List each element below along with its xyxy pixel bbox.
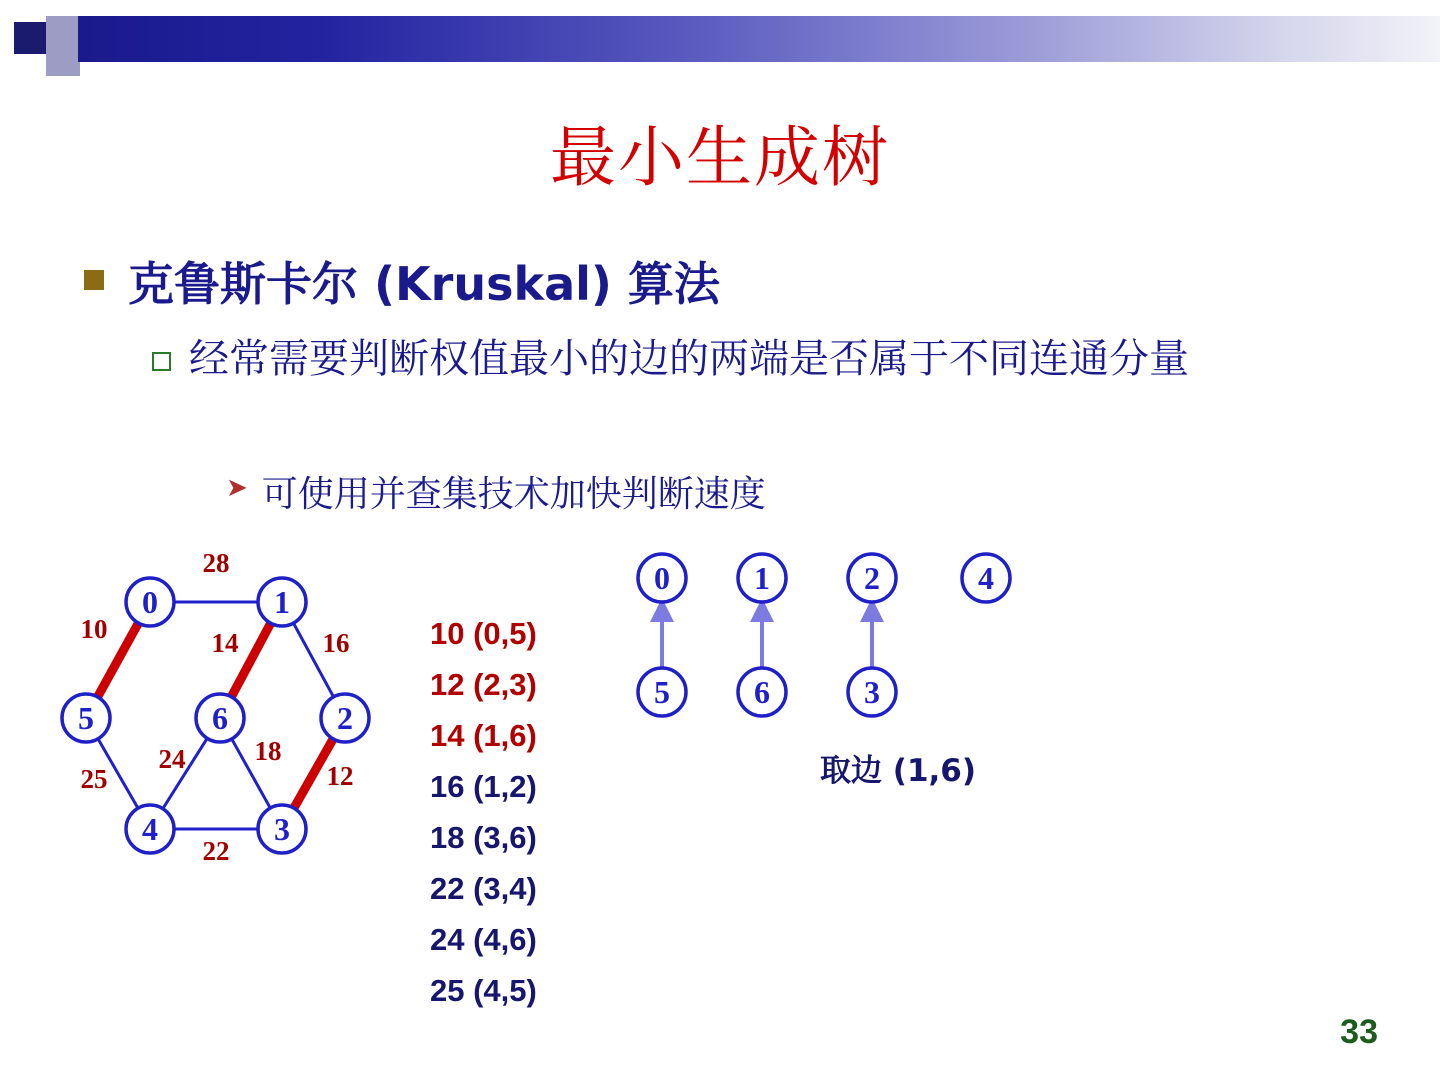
edge-list-item: 12 (2,3) [430, 667, 537, 702]
edge-weight-label-4-6: 24 [158, 744, 186, 774]
graph-node-label-2: 2 [337, 700, 353, 736]
decorative-top-bar [0, 0, 1440, 78]
topbar-square-light-2 [46, 46, 80, 76]
edge-list-item: 18 (3,6) [430, 820, 537, 855]
weighted-graph-diagram [40, 540, 440, 880]
edge-weight-label-2-3: 12 [326, 761, 354, 791]
bullet-square-marker-icon [84, 270, 104, 290]
graph-node-label-4: 4 [142, 811, 158, 847]
edge-weight-label-0-5: 10 [80, 614, 108, 644]
edge-weight-label-3-4: 22 [202, 836, 230, 866]
forest-root-node-label-2: 2 [864, 560, 880, 596]
topbar-square-dark [14, 22, 46, 54]
edge-weight-label-1-6: 14 [211, 628, 239, 658]
graph-node-label-3: 3 [274, 811, 290, 847]
bullet-level2 [152, 336, 1382, 383]
take-edge-caption: 取边 (1,6) [820, 753, 977, 789]
graph-node-label-0: 0 [142, 584, 158, 620]
edge-weight-label-0-1: 28 [202, 548, 230, 578]
page-number: 33 [1340, 1013, 1378, 1051]
forest-root-node-label-1: 1 [754, 560, 770, 596]
bullet-level3-label: 可使用并查集技术加快判断速度 [261, 474, 766, 515]
bullet-level1-label: 克鲁斯卡尔 (Kruskal) 算法 [128, 257, 720, 311]
edge-list-item: 22 (3,4) [430, 871, 537, 906]
graph-node-label-1: 1 [274, 584, 290, 620]
sorted-edge-list [430, 608, 537, 1016]
edge-list-item: 25 (4,5) [430, 973, 537, 1008]
forest-root-node-label-0: 0 [654, 560, 670, 596]
bullet-hollow-square-marker-icon [152, 352, 171, 371]
forest-child-node-label-3: 3 [864, 674, 880, 710]
bullet-level3 [226, 466, 766, 517]
bullet-level2-label: 经常需要判断权值最小的边的两端是否属于不同连通分量 [189, 336, 1189, 382]
edge-weight-label-4-5: 25 [80, 764, 108, 794]
graph-node-label-5: 5 [78, 700, 94, 736]
forest-child-node-label-6: 6 [754, 674, 770, 710]
forest-root-node-label-4: 4 [978, 560, 994, 596]
topbar-square-light-1 [46, 16, 80, 46]
bullet-arrow-marker-icon: ➤ [226, 472, 248, 502]
bullet-level1 [84, 248, 720, 314]
edge-weight-label-3-6: 18 [254, 736, 282, 766]
graph-node-label-6: 6 [212, 700, 228, 736]
edge-list-item: 10 (0,5) [430, 616, 537, 651]
edge-list-item: 16 (1,2) [430, 769, 537, 804]
forest-child-node-label-5: 5 [654, 674, 670, 710]
page-title: 最小生成树 [550, 119, 890, 196]
topbar-gradient-band [78, 16, 1440, 62]
edge-list-item: 14 (1,6) [430, 718, 537, 753]
edge-weight-label-1-2: 16 [322, 628, 350, 658]
edge-list-item: 24 (4,6) [430, 922, 537, 957]
